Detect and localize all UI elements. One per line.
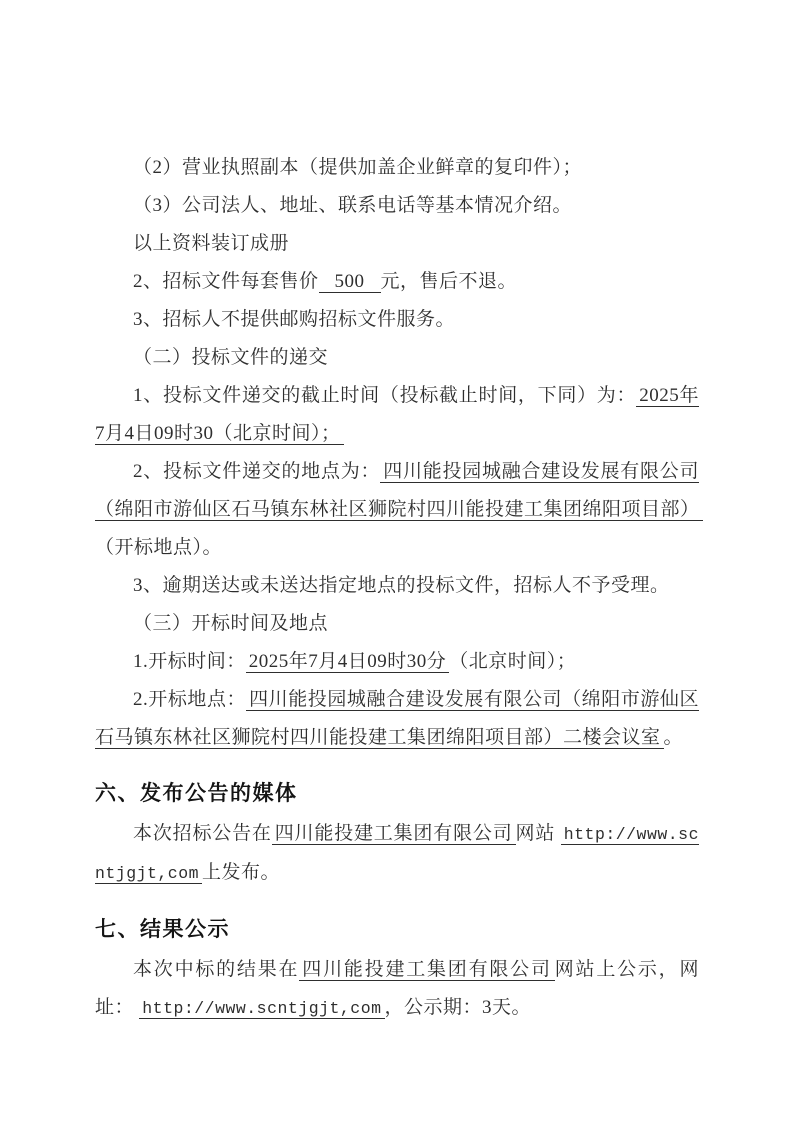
- price-suffix: 元，售后不退。: [380, 271, 518, 292]
- section7-heading: 七、结果公示: [95, 918, 230, 941]
- section7-url-underlined: http://www.scntjgjt,com: [139, 999, 384, 1019]
- paragraph-section2-title: [95, 339, 699, 377]
- submit-place-prefix: 2、投标文件递交的地点为：: [133, 461, 381, 482]
- late-delivery-text: 3、逾期送达或未送达指定地点的投标文件，招标人不予受理。: [133, 575, 670, 596]
- paragraph-deadline: [95, 377, 699, 453]
- open-place-suffix: 。: [663, 727, 684, 748]
- company-info-text: （3）公司法人、地址、联系电话等基本情况介绍。: [133, 195, 573, 216]
- paragraph-open-place: [95, 681, 699, 757]
- price-value-underlined: 500: [319, 271, 381, 293]
- paragraph-section6-body: [95, 815, 699, 893]
- section6-part3: 上发布。: [202, 862, 281, 883]
- paragraph-license-copy: [95, 149, 699, 187]
- price-prefix: 2、招标文件每套售价: [133, 271, 319, 292]
- open-time-prefix: 1.开标时间：: [133, 651, 246, 672]
- section6-org-underlined: 四川能投建工集团有限公司: [272, 823, 516, 845]
- section7-part3: ，公示期：3天。: [384, 997, 532, 1018]
- no-mail-order-text: 3、招标人不提供邮购招标文件服务。: [133, 309, 456, 330]
- section7-part2: 网站上公示，网址：: [95, 959, 699, 1018]
- section7-org-underlined: 四川能投建工集团有限公司: [299, 959, 554, 981]
- license-copy-text: （2）营业执照副本（提供加盖企业鲜章的复印件）；: [133, 157, 583, 178]
- open-time-suffix: （北京时间）；: [449, 651, 577, 672]
- paragraph-open-time: [95, 643, 699, 681]
- submit-place-value-underlined: 四川能投园城融合建设发展有限公司（绵阳市游仙区石马镇东林社区狮院村四川能投建工集团绵阳项目部）: [95, 461, 703, 521]
- submit-place-suffix: （开标地点）。: [95, 537, 223, 558]
- section6-heading: 六、发布公告的媒体: [95, 782, 298, 805]
- paragraph-late-delivery: [95, 567, 699, 605]
- section3-title-text: （三）开标时间及地点: [133, 613, 329, 634]
- section6-part2: 网站: [515, 823, 556, 844]
- paragraph-submit-place: [95, 453, 699, 567]
- open-place-value-underlined: 四川能投园城融合建设发展有限公司（绵阳市游仙区石马镇东林社区狮院村四川能投建工集团绵阳项目部）二楼会议室: [95, 689, 699, 748]
- section7-part1: 本次中标的结果在: [133, 959, 300, 980]
- section2-title-text: （二）投标文件的递交: [133, 347, 329, 368]
- deadline-prefix: 1、投标文件递交的截止时间（投标截止时间，下同）为：: [133, 385, 637, 406]
- paragraph-section7-body: [95, 951, 699, 1028]
- paragraph-section3-title: [95, 605, 699, 643]
- open-place-prefix: 2.开标地点：: [133, 689, 247, 710]
- paragraph-binding-note: [95, 225, 699, 263]
- deadline-value-underlined: 2025年7月4日09时30（北京时间）；: [95, 385, 699, 444]
- section6-url-underlined: http://www.scntjgjt,com: [95, 825, 699, 883]
- open-time-value-underlined: 2025年7月4日09时30分: [246, 651, 450, 673]
- paragraph-price: [95, 263, 699, 301]
- binding-note-text: 以上资料装订成册: [133, 233, 290, 254]
- section6-part1: 本次招标公告在: [133, 823, 272, 844]
- paragraph-company-info: [95, 187, 699, 225]
- paragraph-no-mail-order: [95, 301, 699, 339]
